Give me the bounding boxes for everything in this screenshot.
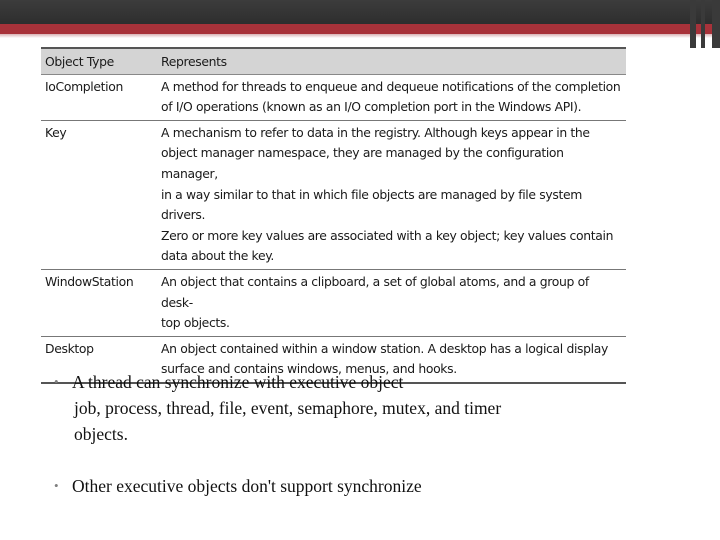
bullet-text: job, process, thread, file, event, semaphore, mutex, and timer [74,398,502,418]
bullet-text: Other executive objects don't support synchronize [72,476,422,496]
description-line: A method for threads to enqueue and dequeue notifications of the completion [161,78,621,94]
table-row [41,74,626,120]
bullet-item [54,369,674,447]
description-line: An object contained within a window station. A desktop has a logical display [161,340,608,356]
description-cell [157,74,626,120]
description-line: object manager namespace, they are managed by the configuration manager, [161,145,564,181]
table-row [41,120,626,269]
object-type-cell: IoCompletion [41,74,157,120]
description-line: A mechanism to refer to data in the registry. Although keys appear in the [161,124,590,140]
description-line: in a way similar to that in which file objects are managed by file system drivers. [161,186,582,223]
description-line: surface and contains windows, menus, and hooks. [161,361,457,377]
object-type-cell: Key [41,120,157,269]
description-cell [157,120,626,269]
description-line: An object that contains a clipboard, a set of global atoms, and a group of desk- [161,273,589,310]
table-row [41,269,626,336]
column-header: Represents [157,49,626,74]
corner-decoration [712,0,720,48]
description-line: Zero or more key values are associated with a key object; key values contain [161,227,614,243]
description-cell [157,269,626,336]
corner-decoration [690,0,696,48]
object-type-cell: WindowStation [41,269,157,336]
bullet-marker: • [54,478,59,493]
accent-band-shadow [0,34,720,38]
column-header: Object Type [41,49,157,74]
slide-accent-band [0,24,720,34]
description-line: top objects. [161,315,230,331]
object-type-cell: Desktop [41,336,157,382]
bullet-marker: • [54,374,59,389]
description-line: of I/O operations (known as an I/O completion port in the Windows API). [161,99,582,115]
table-header-row [41,49,626,74]
object-types-table [41,47,626,384]
slide-top-bar [0,0,720,24]
corner-decoration [701,0,705,48]
bullet-text: objects. [74,424,128,444]
bullet-text: A thread can synchronize with executive object [72,372,404,392]
bullet-item [54,473,674,499]
bullet-list [54,369,674,499]
description-line: data about the key. [161,248,275,264]
